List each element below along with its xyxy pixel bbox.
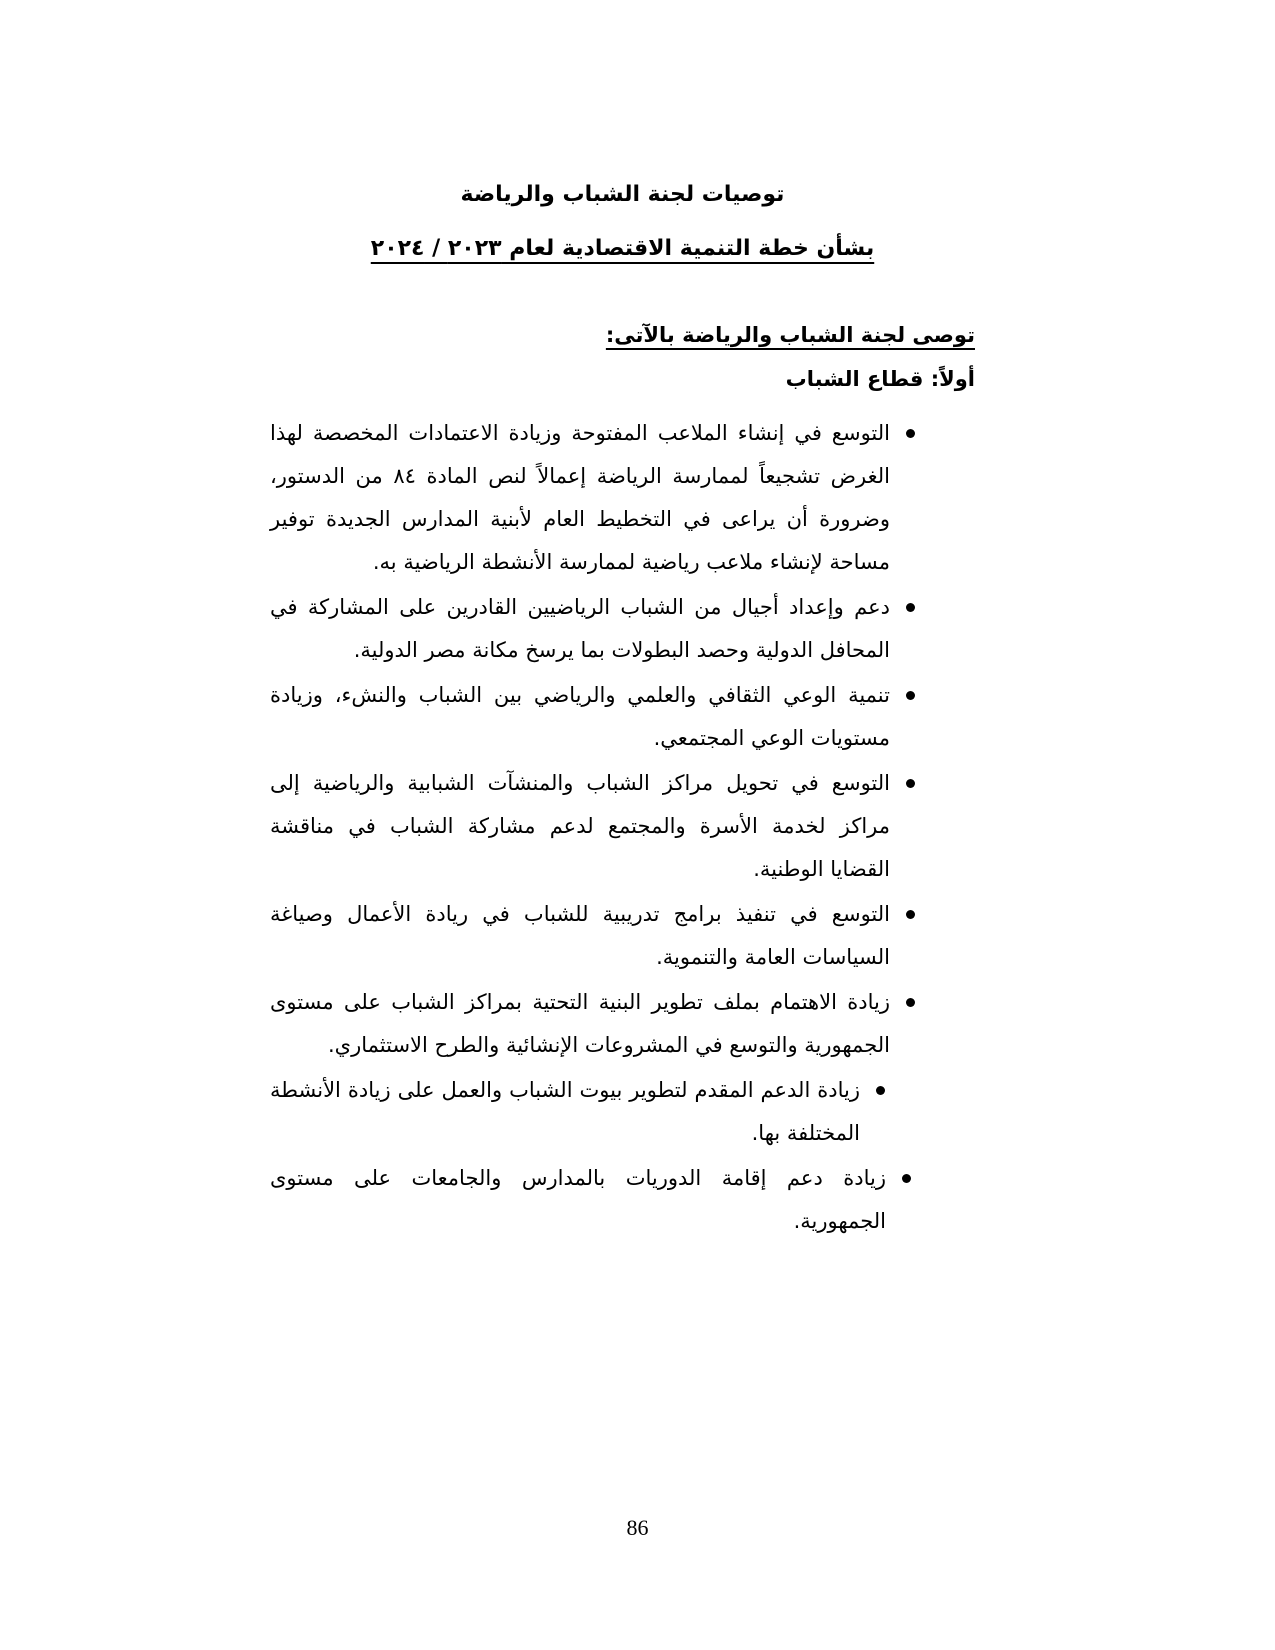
bullet-icon bbox=[906, 779, 915, 788]
recommendation-text: تنمية الوعي الثقافي والعلمي والرياضي بين الشباب والنشء، وزيادة مستويات الوعي المجتمعي. bbox=[270, 683, 890, 750]
recommendations-list bbox=[270, 412, 935, 1243]
recommendation-item bbox=[270, 412, 935, 584]
recommendation-text: دعم وإعداد أجيال من الشباب الرياضيين القادرين على المشاركة في المحافل الدولية وحصد البطولات بما يرسخ مكانة مصر الدولية. bbox=[270, 595, 890, 662]
bullet-icon bbox=[906, 998, 915, 1007]
bullet-icon bbox=[906, 910, 915, 919]
document-body bbox=[270, 0, 975, 1245]
bullet-icon bbox=[906, 691, 915, 700]
recommendation-text: زيادة الاهتمام بملف تطوير البنية التحتية بمراكز الشباب على مستوى الجمهورية والتوسع في المشروعات الإنشائية والطرح الاستثماري. bbox=[270, 990, 890, 1057]
recommendation-item bbox=[270, 893, 935, 979]
recommendation-item bbox=[270, 586, 935, 672]
bullet-icon bbox=[876, 1086, 885, 1095]
recommendation-item bbox=[270, 762, 935, 891]
recommendation-item bbox=[270, 1069, 905, 1155]
recommendation-item bbox=[270, 674, 935, 760]
section-heading: أولاً: قطاع الشباب bbox=[785, 367, 975, 391]
doc-title-line2: بشأن خطة التنمية الاقتصادية لعام ٢٠٢٣ / ٢٠٢٤ bbox=[370, 236, 875, 261]
page-number: 86 bbox=[626, 1515, 649, 1540]
recommendation-item bbox=[270, 1157, 931, 1243]
recommendation-text: التوسع في تحويل مراكز الشباب والمنشآت الشبابية والرياضية إلى مراكز لخدمة الأسرة والمجتمع لدعم مشاركة الشباب في مناقشة القضايا الوطنية. bbox=[270, 771, 890, 881]
recommendation-text: زيادة الدعم المقدم لتطوير بيوت الشباب والعمل على زيادة الأنشطة المختلفة بها. bbox=[270, 1078, 860, 1145]
recommendation-text: زيادة دعم إقامة الدوريات بالمدارس والجامعات على مستوى الجمهورية. bbox=[270, 1166, 886, 1233]
recommendation-item bbox=[270, 981, 935, 1067]
doc-title-line1: توصيات لجنة الشباب والرياضة bbox=[460, 182, 785, 207]
recommendation-text: التوسع في إنشاء الملاعب المفتوحة وزيادة الاعتمادات المخصصة لهذا الغرض تشجيعاً لممارسة الرياضة إعمالاً لنص المادة ٨٤ من الدستور، وضرورة أن يراعى في التخطيط العام لأبنية المدارس الجديدة توفير مساحة لإنشاء ملاعب رياضية لممارسة الأنشطة الرياضية به. bbox=[270, 421, 891, 574]
recommendation-text: التوسع في تنفيذ برامج تدريبية للشباب في ريادة الأعمال وصياغة السياسات العامة والتنموية. bbox=[270, 902, 890, 969]
intro-heading: توصى لجنة الشباب والرياضة بالآتى: bbox=[605, 323, 975, 347]
bullet-icon bbox=[906, 603, 915, 612]
bullet-icon bbox=[906, 429, 915, 438]
bullet-icon bbox=[902, 1174, 911, 1183]
